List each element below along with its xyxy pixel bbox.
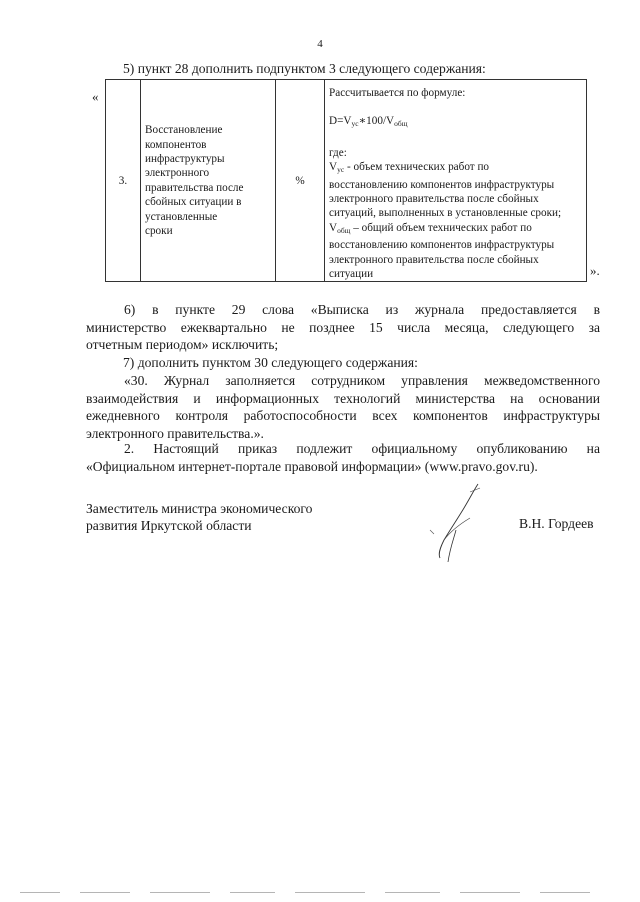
footer-rule xyxy=(20,892,620,896)
formula: $D=V_{ус}∗100/V_{общ}$ xyxy=(329,115,408,129)
item-6-line: отчетным периодом» исключить; xyxy=(86,337,279,353)
item-30-line: взаимодействия и информационных технологий министерства на основании xyxy=(86,390,600,406)
name-line: электронного xyxy=(145,167,210,180)
handwritten-signature xyxy=(420,480,490,566)
section-2-paragraph xyxy=(86,440,600,475)
name-line: сроки xyxy=(145,224,173,237)
indicator-name-cell xyxy=(141,80,276,282)
signatory-name: В.Н. Гордеев xyxy=(519,516,594,531)
item-6-line: министерство ежеквартально не позднее 15 числа месяца, следующего за xyxy=(86,319,600,335)
section-2-line: 2. Настоящий приказ подлежит официальному опубликованию на xyxy=(124,441,600,456)
name-line: сбойных ситуации в xyxy=(145,196,242,209)
name-line: Восстановление xyxy=(145,124,223,137)
vobsh-definition-line: ситуации xyxy=(329,268,374,281)
signatory-position xyxy=(86,500,312,534)
where-label: где: xyxy=(329,146,347,159)
item-30-line: ежедневного контроля работоспособности всех компонентов инфраструктуры xyxy=(86,408,600,424)
name-line: установленные xyxy=(145,210,218,223)
vus-definition-line: электронного правительства после сбойных xyxy=(329,193,539,206)
vus-definition: $V_{ус}$ - объем технических работ по xyxy=(329,161,490,175)
item-7-text: 7) дополнить пунктом 30 следующего содержания: xyxy=(123,355,418,370)
table-row xyxy=(106,80,587,282)
vus-definition-line: ситуаций, выполненных в установленные сроки; xyxy=(329,207,562,220)
unit-cell: % xyxy=(276,80,325,282)
calculation-cell xyxy=(325,80,587,282)
item-6-paragraph xyxy=(86,301,600,354)
name-line: компонентов xyxy=(145,138,207,151)
item-30-line: «30. Журнал заполняется сотрудником управления межведомственного xyxy=(124,373,600,388)
name-line: правительства после xyxy=(145,181,244,194)
vobsh-definition-line: электронного правительства после сбойных xyxy=(329,253,539,266)
calc-intro: Рассчитывается по формуле: xyxy=(329,87,466,99)
vus-definition-line: восстановлению компонентов инфраструктуры xyxy=(329,178,555,191)
closing-quote: ». xyxy=(590,263,600,278)
vobsh-definition-line: восстановлению компонентов инфраструктуры xyxy=(329,239,555,252)
item-5-text: 5) пункт 28 дополнить подпунктом 3 следующего содержания: xyxy=(123,61,486,76)
amendment-table xyxy=(105,79,587,282)
item-30-paragraph xyxy=(86,372,600,442)
position-line: развития Иркутской области xyxy=(86,518,252,533)
position-line: Заместитель министра экономического xyxy=(86,501,313,516)
row-number-cell: 3. xyxy=(106,80,141,282)
vobsh-definition: $V_{общ}$ – общий объем технических работ по xyxy=(329,221,532,235)
item-30-line: электронного правительства.». xyxy=(86,425,264,441)
page-number: 4 xyxy=(317,38,323,50)
name-line: инфраструктуры xyxy=(145,152,225,165)
opening-quote: « xyxy=(92,89,99,104)
section-2-line: «Официальном интернет-портале правовой информации» (www.pravo.gov.ru). xyxy=(86,458,538,474)
item-6-line: 6) в пункте 29 слова «Выписка из журнала предоставляется в xyxy=(124,302,600,317)
